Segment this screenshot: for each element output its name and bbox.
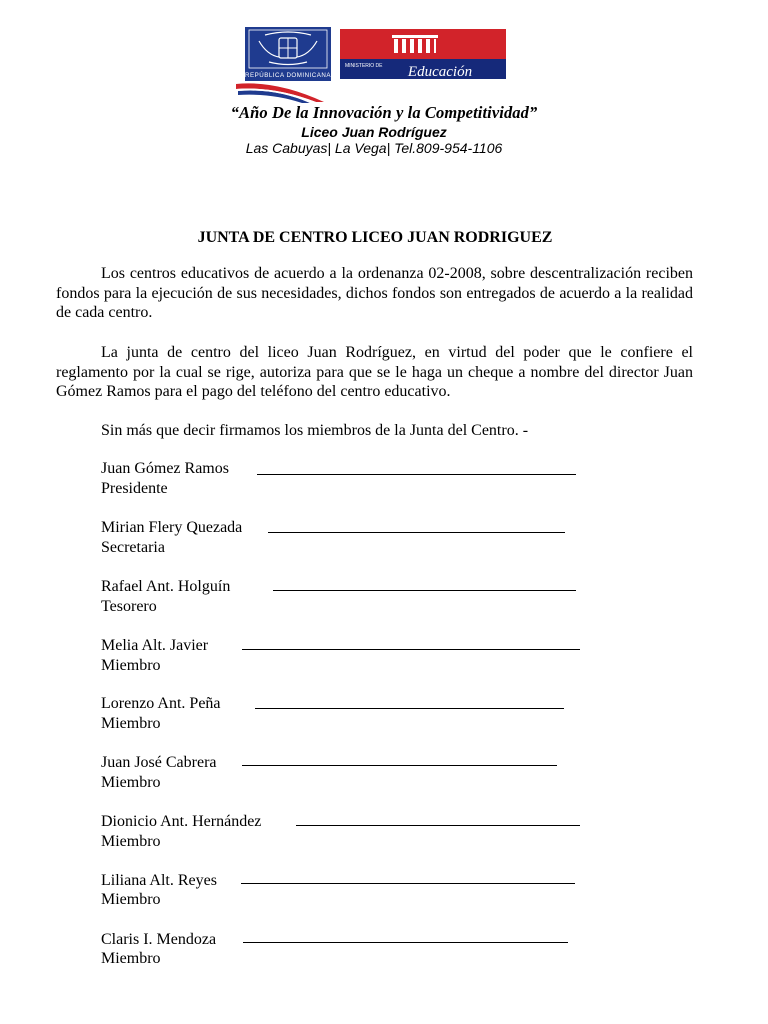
school-address: Las Cabuyas| La Vega| Tel.809-954-1106 xyxy=(245,140,503,156)
signature-line xyxy=(273,590,576,591)
signature-line xyxy=(296,825,580,826)
signatory-name: Dionicio Ant. Hernández xyxy=(101,813,262,830)
signatory-role: Miembro xyxy=(101,891,161,908)
signatory-name: Liliana Alt. Reyes xyxy=(101,872,217,889)
signature-line xyxy=(268,532,565,533)
signatory-role: Tesorero xyxy=(101,598,157,615)
signature-line xyxy=(255,708,564,709)
republica-dominicana-logo xyxy=(245,27,331,81)
paragraph-3: Sin más que decir firmamos los miembros de la Junta del Centro. - xyxy=(101,422,529,439)
signature-line xyxy=(257,474,576,475)
signature-line xyxy=(242,765,557,766)
signatory-name: Melia Alt. Javier xyxy=(101,637,209,654)
signatory-name: Mirian Flery Quezada xyxy=(101,519,243,536)
logo-left-text: REPÚBLICA DOMINICANA xyxy=(245,72,331,79)
signatory-role: Miembro xyxy=(101,715,161,732)
paragraph-2: La junta de centro del liceo Juan Rodríguez, en virtud del poder que le confiere el reglamento por la cual se rige, autoriza para que se le haga un cheque a nombre del director Juan Gómez Ramos para el pago del teléfono del centro educativo. xyxy=(56,344,693,400)
signatory-role: Presidente xyxy=(101,480,168,497)
signatory-name: Juan Gómez Ramos xyxy=(101,460,229,477)
motto-text: “Año De la Innovación y la Competitividad” xyxy=(230,103,538,122)
flag-ribbon-icon xyxy=(236,80,326,104)
signatory-name: Juan José Cabrera xyxy=(101,754,217,771)
signatory-role: Miembro xyxy=(101,657,161,674)
signatory-name: Lorenzo Ant. Peña xyxy=(101,695,221,712)
signatory-role: Miembro xyxy=(101,950,161,967)
ministerio-educacion-logo xyxy=(340,29,506,79)
logo-right-big-text: Educación xyxy=(407,64,473,79)
signatory-role: Miembro xyxy=(101,774,161,791)
logo-right-small-text: MINISTERIO DE xyxy=(345,63,383,69)
signature-line xyxy=(243,942,568,943)
signatory-role: Secretaria xyxy=(101,539,165,556)
signature-line xyxy=(241,883,575,884)
document-title: JUNTA DE CENTRO LICEO JUAN RODRIGUEZ xyxy=(197,229,553,246)
signatory-role: Miembro xyxy=(101,833,161,850)
signature-line xyxy=(242,649,580,650)
signatory-name: Rafael Ant. Holguín xyxy=(101,578,231,595)
paragraph-1: Los centros educativos de acuerdo a la ordenanza 02-2008, sobre descentralización reciben fondos para la ejecución de sus necesidades, dichos fondos son entregados de acuerdo a la realidad de cada centro. xyxy=(56,265,693,321)
school-name: Liceo Juan Rodríguez xyxy=(301,124,447,140)
signatory-name: Claris I. Mendoza xyxy=(101,931,217,948)
